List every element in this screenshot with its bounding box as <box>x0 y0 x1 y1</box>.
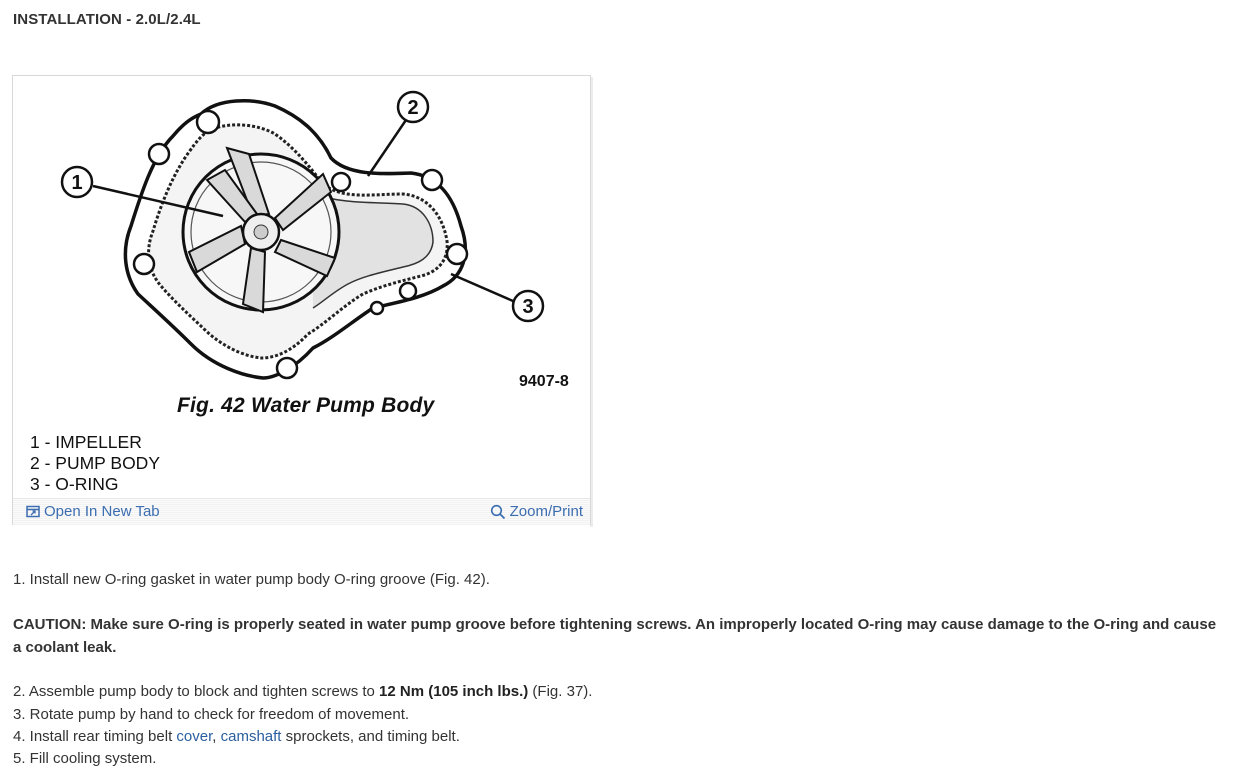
figure-caption: Fig. 42 Water Pump Body <box>177 394 435 417</box>
open-tab-icon <box>26 505 40 518</box>
step-4-sep: , <box>212 728 221 745</box>
step-2-ref: (Fig. 37). <box>528 683 593 700</box>
step-4-rest: sprockets, and timing belt. <box>281 728 460 745</box>
figure-code: 9407-8 <box>519 373 569 390</box>
magnifier-icon <box>490 504 506 520</box>
figure-box <box>12 75 591 525</box>
zoom-print-label: Zoom/Print <box>509 503 583 520</box>
torque-spec: 12 Nm (105 inch lbs.) <box>379 683 529 700</box>
step-2-text: 2. Assemble pump body to block and tighten screws to <box>13 683 380 700</box>
legend-item: 3 - O-RING <box>30 474 119 494</box>
open-in-new-tab-label: Open In New Tab <box>44 503 160 520</box>
callout-2-label: 2 <box>407 97 419 119</box>
legend-item: 2 - PUMP BODY <box>30 453 160 473</box>
legend-item: 1 - IMPELLER <box>30 432 142 452</box>
step-3: 3. Rotate pump by hand to check for freedom of movement. <box>13 706 410 723</box>
cover-link[interactable]: cover <box>176 728 213 745</box>
callout-1-label: 1 <box>71 172 83 194</box>
section-heading: INSTALLATION - 2.0L/2.4L <box>13 11 201 28</box>
caution-note: CAUTION: Make sure O-ring is properly seated in water pump groove before tightening screws. An improperly located O-ring may cause damage to the O-ring and cause a coolant leak. <box>13 616 1217 656</box>
figure-legend <box>30 432 160 495</box>
open-in-new-tab-link[interactable] <box>26 503 160 520</box>
callout-3-label: 3 <box>522 296 534 318</box>
step-1: 1. Install new O-ring gasket in water pump body O-ring groove (Fig. 42). <box>13 571 490 588</box>
figure-toolbar <box>13 498 590 525</box>
step-2 <box>13 683 592 700</box>
step-5: 5. Fill cooling system. <box>13 750 157 767</box>
step-4 <box>13 728 460 745</box>
step-4-text: 4. Install rear timing belt <box>13 728 177 745</box>
camshaft-link[interactable]: camshaft <box>220 728 282 745</box>
zoom-print-link[interactable] <box>490 503 583 520</box>
